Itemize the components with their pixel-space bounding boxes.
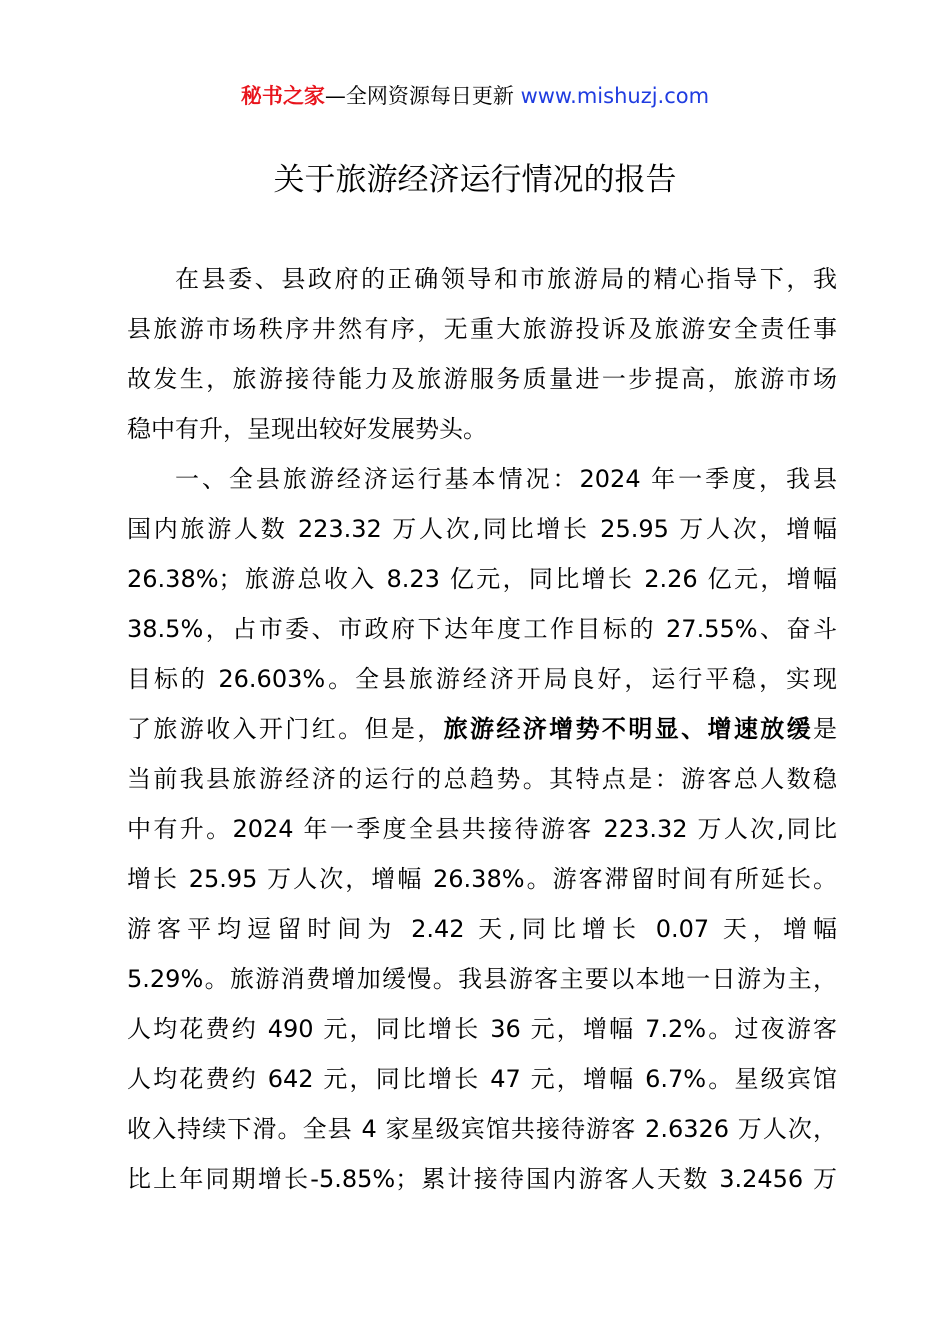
text-line: 26.38%；旅游总收入 8.23 亿元，同比增长 2.26 亿元，增幅 bbox=[127, 565, 837, 593]
brand-name: 秘书之家 bbox=[240, 84, 325, 108]
text-line: 故发生，旅游接待能力及旅游服务质量进一步提高，旅游市场 bbox=[127, 365, 837, 393]
text-line: 增长 25.95 万人次，增幅 26.38%。游客滞留时间有所延长。 bbox=[127, 865, 837, 893]
text-line: 当前我县旅游经济的运行的总趋势。其特点是：游客总人数稳 bbox=[127, 765, 837, 793]
text-line: 一、全县旅游经济运行基本情况：2024 年一季度，我县 bbox=[175, 465, 837, 493]
text-line: 人均花费约 642 元，同比增长 47 元，增幅 6.7%。星级宾馆 bbox=[127, 1065, 837, 1093]
text-line: 目标的 26.603%。全县旅游经济开局良好，运行平稳，实现 bbox=[127, 665, 837, 693]
text-line: 人均花费约 490 元，同比增长 36 元，增幅 7.2%。过夜游客 bbox=[127, 1015, 837, 1043]
document-body bbox=[127, 254, 837, 1204]
site-header bbox=[0, 80, 950, 112]
site-url-link[interactable]: www.mishuzj.com bbox=[520, 84, 710, 108]
text-line: 稳中有升，呈现出较好发展势头。 bbox=[127, 415, 487, 443]
text-line: 比上年同期增长-5.85%；累计接待国内游客人天数 3.2456 万 bbox=[127, 1165, 837, 1193]
text-line: 中有升。2024 年一季度全县共接待游客 223.32 万人次,同比 bbox=[127, 815, 837, 843]
text-line bbox=[127, 704, 837, 754]
text-line: 县旅游市场秩序井然有序，无重大旅游投诉及旅游安全责任事 bbox=[127, 315, 837, 343]
bold-emphasis: 旅游经济增势不明显、增速放缓 bbox=[443, 715, 814, 743]
text-line: 5.29%。旅游消费增加缓慢。我县游客主要以本地一日游为主， bbox=[127, 965, 837, 993]
text-line: 38.5%，占市委、市政府下达年度工作目标的 27.55%、奋斗 bbox=[127, 615, 837, 643]
text-line: 在县委、县政府的正确领导和市旅游局的精心指导下，我 bbox=[175, 265, 837, 293]
header-slogan: —全网资源每日更新 bbox=[324, 84, 514, 108]
text-segment: 是 bbox=[813, 715, 838, 743]
text-segment: 了旅游收入开门红。但是， bbox=[127, 715, 444, 743]
text-line: 游客平均逗留时间为 2.42 天,同比增长 0.07 天，增幅 bbox=[127, 915, 837, 943]
document-title: 关于旅游经济运行情况的报告 bbox=[273, 162, 677, 198]
text-line: 收入持续下滑。全县 4 家星级宾馆共接待游客 2.6326 万人次， bbox=[127, 1115, 837, 1143]
text-line: 国内旅游人数 223.32 万人次,同比增长 25.95 万人次，增幅 bbox=[127, 515, 837, 543]
